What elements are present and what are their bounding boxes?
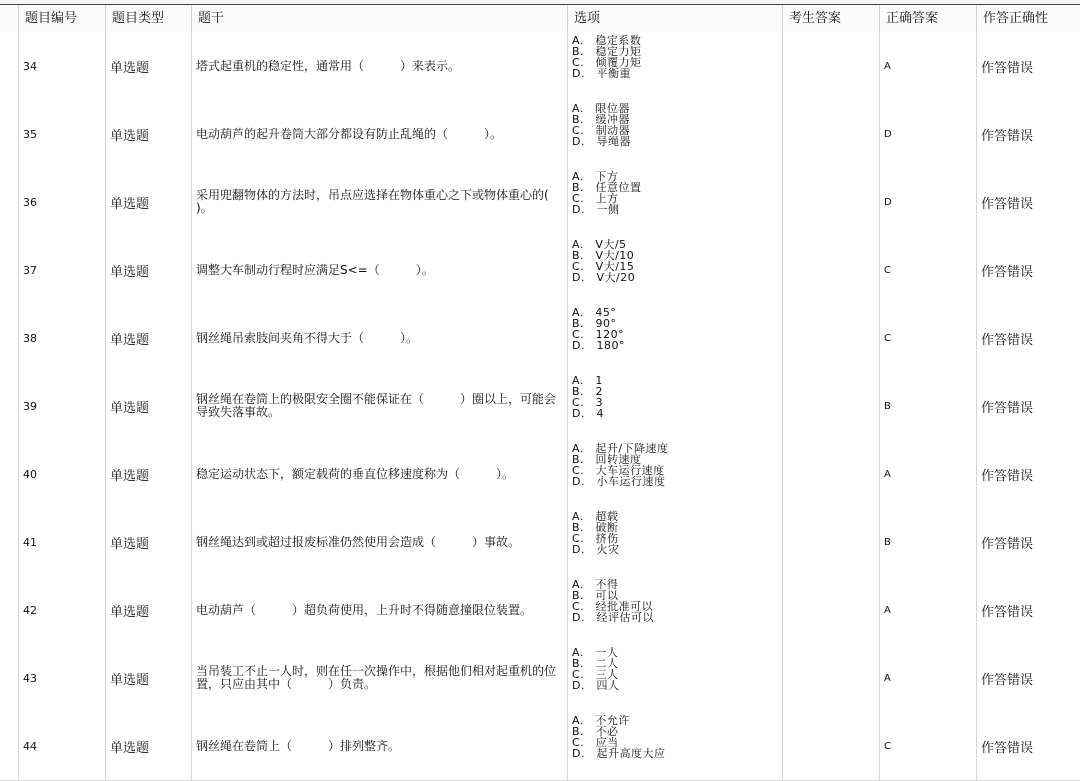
row-gutter[interactable] [0,508,19,576]
option-item: A. 45° [572,306,617,319]
option-item: C. 挤伤 [572,532,619,545]
cell-correct-answer: C [880,712,977,780]
option-item: D. 火灾 [572,543,620,556]
cell-question-id: 40 [19,440,106,508]
options-list [572,579,654,623]
table-row[interactable] [0,100,1080,169]
table-row[interactable] [0,32,1080,101]
cell-correctness: 作答错误 [981,196,1034,212]
cell-question-stem [192,168,585,236]
cell-examinee-answer [783,372,880,440]
options-list [572,375,604,419]
option-item: C. V大/15 [572,260,635,273]
option-item: A. 超载 [572,510,619,523]
cell-question-id: 39 [19,372,106,440]
cell-examinee-answer [783,32,880,100]
cell-question-stem [192,508,568,576]
cell-question-stem [192,576,568,644]
question-stem-text: 塔式起重机的稳定性，通常用（ ）来表示。 [196,58,461,73]
header-question-type[interactable]: 题目类型 [106,5,192,32]
cell-examinee-answer [783,168,880,236]
cell-question-stem [192,644,568,712]
header-examinee-answer[interactable]: 考生答案 [783,5,880,32]
option-item: D. 180° [572,339,625,352]
cell-question-type: 单选题 [106,32,192,100]
option-item: B. 二人 [572,657,619,670]
table-row[interactable] [0,168,1080,237]
cell-correct-answer: C [880,304,977,372]
cell-correct-answer: A [880,440,977,508]
cell-correct-answer: D [880,100,977,168]
cell-question-id: 34 [19,32,106,100]
option-item: B. 可以 [572,589,619,602]
row-gutter[interactable] [0,644,19,712]
option-item: A. 起升/下降速度 [572,442,669,455]
cell-options [568,304,783,372]
cell-examinee-answer [783,712,880,780]
option-item: D. 一侧 [572,203,620,216]
option-item: C. 三人 [572,668,619,681]
options-list [572,103,631,147]
cell-question-type: 单选题 [106,304,192,372]
cell-examinee-answer [783,576,880,644]
cell-correctness: 作答错误 [981,264,1034,280]
cell-correct-answer: B [880,508,977,576]
cell-question-type: 单选题 [106,644,192,712]
options-list [572,171,642,215]
cell-question-type: 单选题 [106,236,192,304]
cell-options [568,644,783,712]
header-question-id[interactable]: 题目编号 [19,5,106,32]
option-item: B. 破断 [572,521,619,534]
cell-question-stem [192,440,568,508]
cell-correct-answer: D [880,168,977,236]
cell-question-type: 单选题 [106,100,192,168]
option-item: D. V大/20 [572,271,636,284]
table-row[interactable] [0,372,1080,441]
cell-options [568,712,783,780]
table-row[interactable] [0,576,1080,645]
option-item: A. 不得 [572,578,619,591]
row-gutter[interactable] [0,372,19,440]
question-stem-text: 调整大车制动行程时应满足S<=（ ）。 [196,262,434,277]
table-row[interactable] [0,440,1080,509]
option-item: B. V大/10 [572,249,635,262]
cell-question-type: 单选题 [106,372,192,440]
cell-question-stem [192,236,568,304]
cell-examinee-answer [783,508,880,576]
table-row[interactable] [0,508,1080,577]
cell-question-id: 41 [19,508,106,576]
option-item: B. 任意位置 [572,181,642,194]
cell-correctness: 作答错误 [981,128,1034,144]
question-stem-text: 电动葫芦（ ）超负荷使用，上升时不得随意撞限位装置。 [196,602,533,617]
cell-question-id: 38 [19,304,106,372]
cell-question-stem [192,712,568,780]
table-row[interactable] [0,236,1080,305]
cell-question-type: 单选题 [106,576,192,644]
option-item: D. 小车运行速度 [572,475,666,488]
row-gutter[interactable] [0,304,19,372]
option-item: A. 限位器 [572,102,630,115]
cell-question-type: 单选题 [106,168,192,236]
cell-question-type: 单选题 [106,712,192,780]
cell-options [568,440,783,508]
question-stem-text: 钢丝绳达到或超过报废标准仍然使用会造成（ ）事故。 [196,534,521,549]
cell-examinee-answer [783,100,880,168]
options-list [572,239,635,283]
cell-correct-answer: A [880,576,977,644]
option-item: C. 制动器 [572,124,631,137]
row-gutter[interactable] [0,168,19,236]
cell-question-type: 单选题 [106,508,192,576]
cell-options [568,168,783,236]
cell-correct-answer: A [880,644,977,712]
question-stem-text: 钢丝绳吊索肢间夹角不得大于（ ）。 [196,330,419,345]
options-list [572,307,625,351]
option-item: A. 稳定系数 [572,34,642,47]
cell-options [568,32,783,100]
option-item: C. 120° [572,328,625,341]
cell-question-stem [192,32,568,100]
header-options[interactable]: 选项 [568,5,783,32]
cell-options [568,100,783,168]
cell-question-id: 43 [19,644,106,712]
question-stem-text: 当吊装工不止一人时，则在任一次操作中，根据他们相对起重机的位置，只应由其中（ ）负责。 [196,664,557,691]
header-question-stem[interactable]: 题干 [192,5,568,32]
option-item: C. 大车运行速度 [572,464,665,477]
question-stem-text: 采用兜翻物体的方法时，吊点应选择在物体重心之下或物体重心的( )。 [196,188,585,215]
question-stem-text: 电动葫芦的起升卷筒大部分都设有防止乱绳的（ ）。 [196,126,503,141]
row-gutter[interactable] [0,576,19,644]
option-item: B. 缓冲器 [572,113,631,126]
cell-examinee-answer [783,304,880,372]
cell-question-stem [192,372,568,440]
cell-correctness: 作答错误 [981,672,1034,688]
cell-question-stem [192,304,568,372]
option-item: A. 1 [572,374,603,387]
cell-correctness: 作答错误 [981,468,1034,484]
option-item: A. 下方 [572,170,619,183]
cell-correctness: 作答错误 [981,604,1034,620]
row-gutter[interactable] [0,236,19,304]
table-row[interactable] [0,712,1080,781]
cell-question-id: 42 [19,576,106,644]
option-item: C. 经批准可以 [572,600,654,613]
table-row[interactable] [0,304,1080,373]
option-item: C. 3 [572,396,604,409]
option-item: A. 不允许 [572,714,630,727]
option-item: C. 倾覆力矩 [572,56,642,69]
cell-options [568,576,783,644]
header-correct-answer[interactable]: 正确答案 [880,5,977,32]
option-item: D. 起升高度大应 [572,747,666,760]
option-item: D. 导绳器 [572,135,631,148]
table-row[interactable] [0,644,1080,713]
cell-correctness: 作答错误 [981,400,1034,416]
option-item: B. 回转速度 [572,453,642,466]
question-stem-text: 稳定运动状态下，额定载荷的垂直位移速度称为（ ）。 [196,466,515,481]
option-item: C. 应当 [572,736,619,749]
cell-correctness: 作答错误 [981,332,1034,348]
header-correctness[interactable]: 作答正确性 [983,11,1049,26]
question-stem-text: 钢丝绳在卷筒上的极限安全圈不能保证在（ ）圈以上，可能会导致失落事故。 [196,392,557,419]
option-item: B. 90° [572,317,617,330]
option-item: D. 平衡重 [572,67,631,80]
cell-question-stem [192,100,568,168]
table-header [0,5,1080,33]
option-item: B. 稳定力矩 [572,45,642,58]
cell-correct-answer: A [880,32,977,100]
cell-question-id: 37 [19,236,106,304]
cell-correct-answer: B [880,372,977,440]
header-gutter [0,5,19,32]
cell-correctness: 作答错误 [981,60,1034,76]
option-item: A. 一人 [572,646,619,659]
cell-question-id: 44 [19,712,106,780]
option-item: D. 四人 [572,679,620,692]
options-list [572,647,619,691]
row-gutter[interactable] [0,100,19,168]
cell-correctness: 作答错误 [981,536,1034,552]
row-gutter[interactable] [0,32,19,100]
options-list [572,511,619,555]
row-gutter[interactable] [0,440,19,508]
option-item: D. 经评估可以 [572,611,654,624]
cell-examinee-answer [783,440,880,508]
cell-correctness: 作答错误 [981,740,1034,756]
cell-examinee-answer [783,644,880,712]
cell-examinee-answer [783,236,880,304]
options-list [572,443,669,487]
options-list [572,35,642,79]
option-item: A. V大/5 [572,238,627,251]
cell-question-type: 单选题 [106,440,192,508]
cell-options [568,236,783,304]
results-table [0,5,1080,762]
cell-options [568,372,783,440]
row-gutter[interactable] [0,712,19,780]
cell-options [568,508,783,576]
options-list [572,715,665,759]
option-item: D. 4 [572,407,604,420]
option-item: C. 上方 [572,192,619,205]
option-item: B. 不必 [572,725,619,738]
cell-correct-answer: C [880,236,977,304]
question-stem-text: 钢丝绳在卷筒上（ ）排列整齐。 [196,738,401,753]
cell-question-id: 36 [19,168,106,236]
cell-question-id: 35 [19,100,106,168]
option-item: B. 2 [572,385,604,398]
